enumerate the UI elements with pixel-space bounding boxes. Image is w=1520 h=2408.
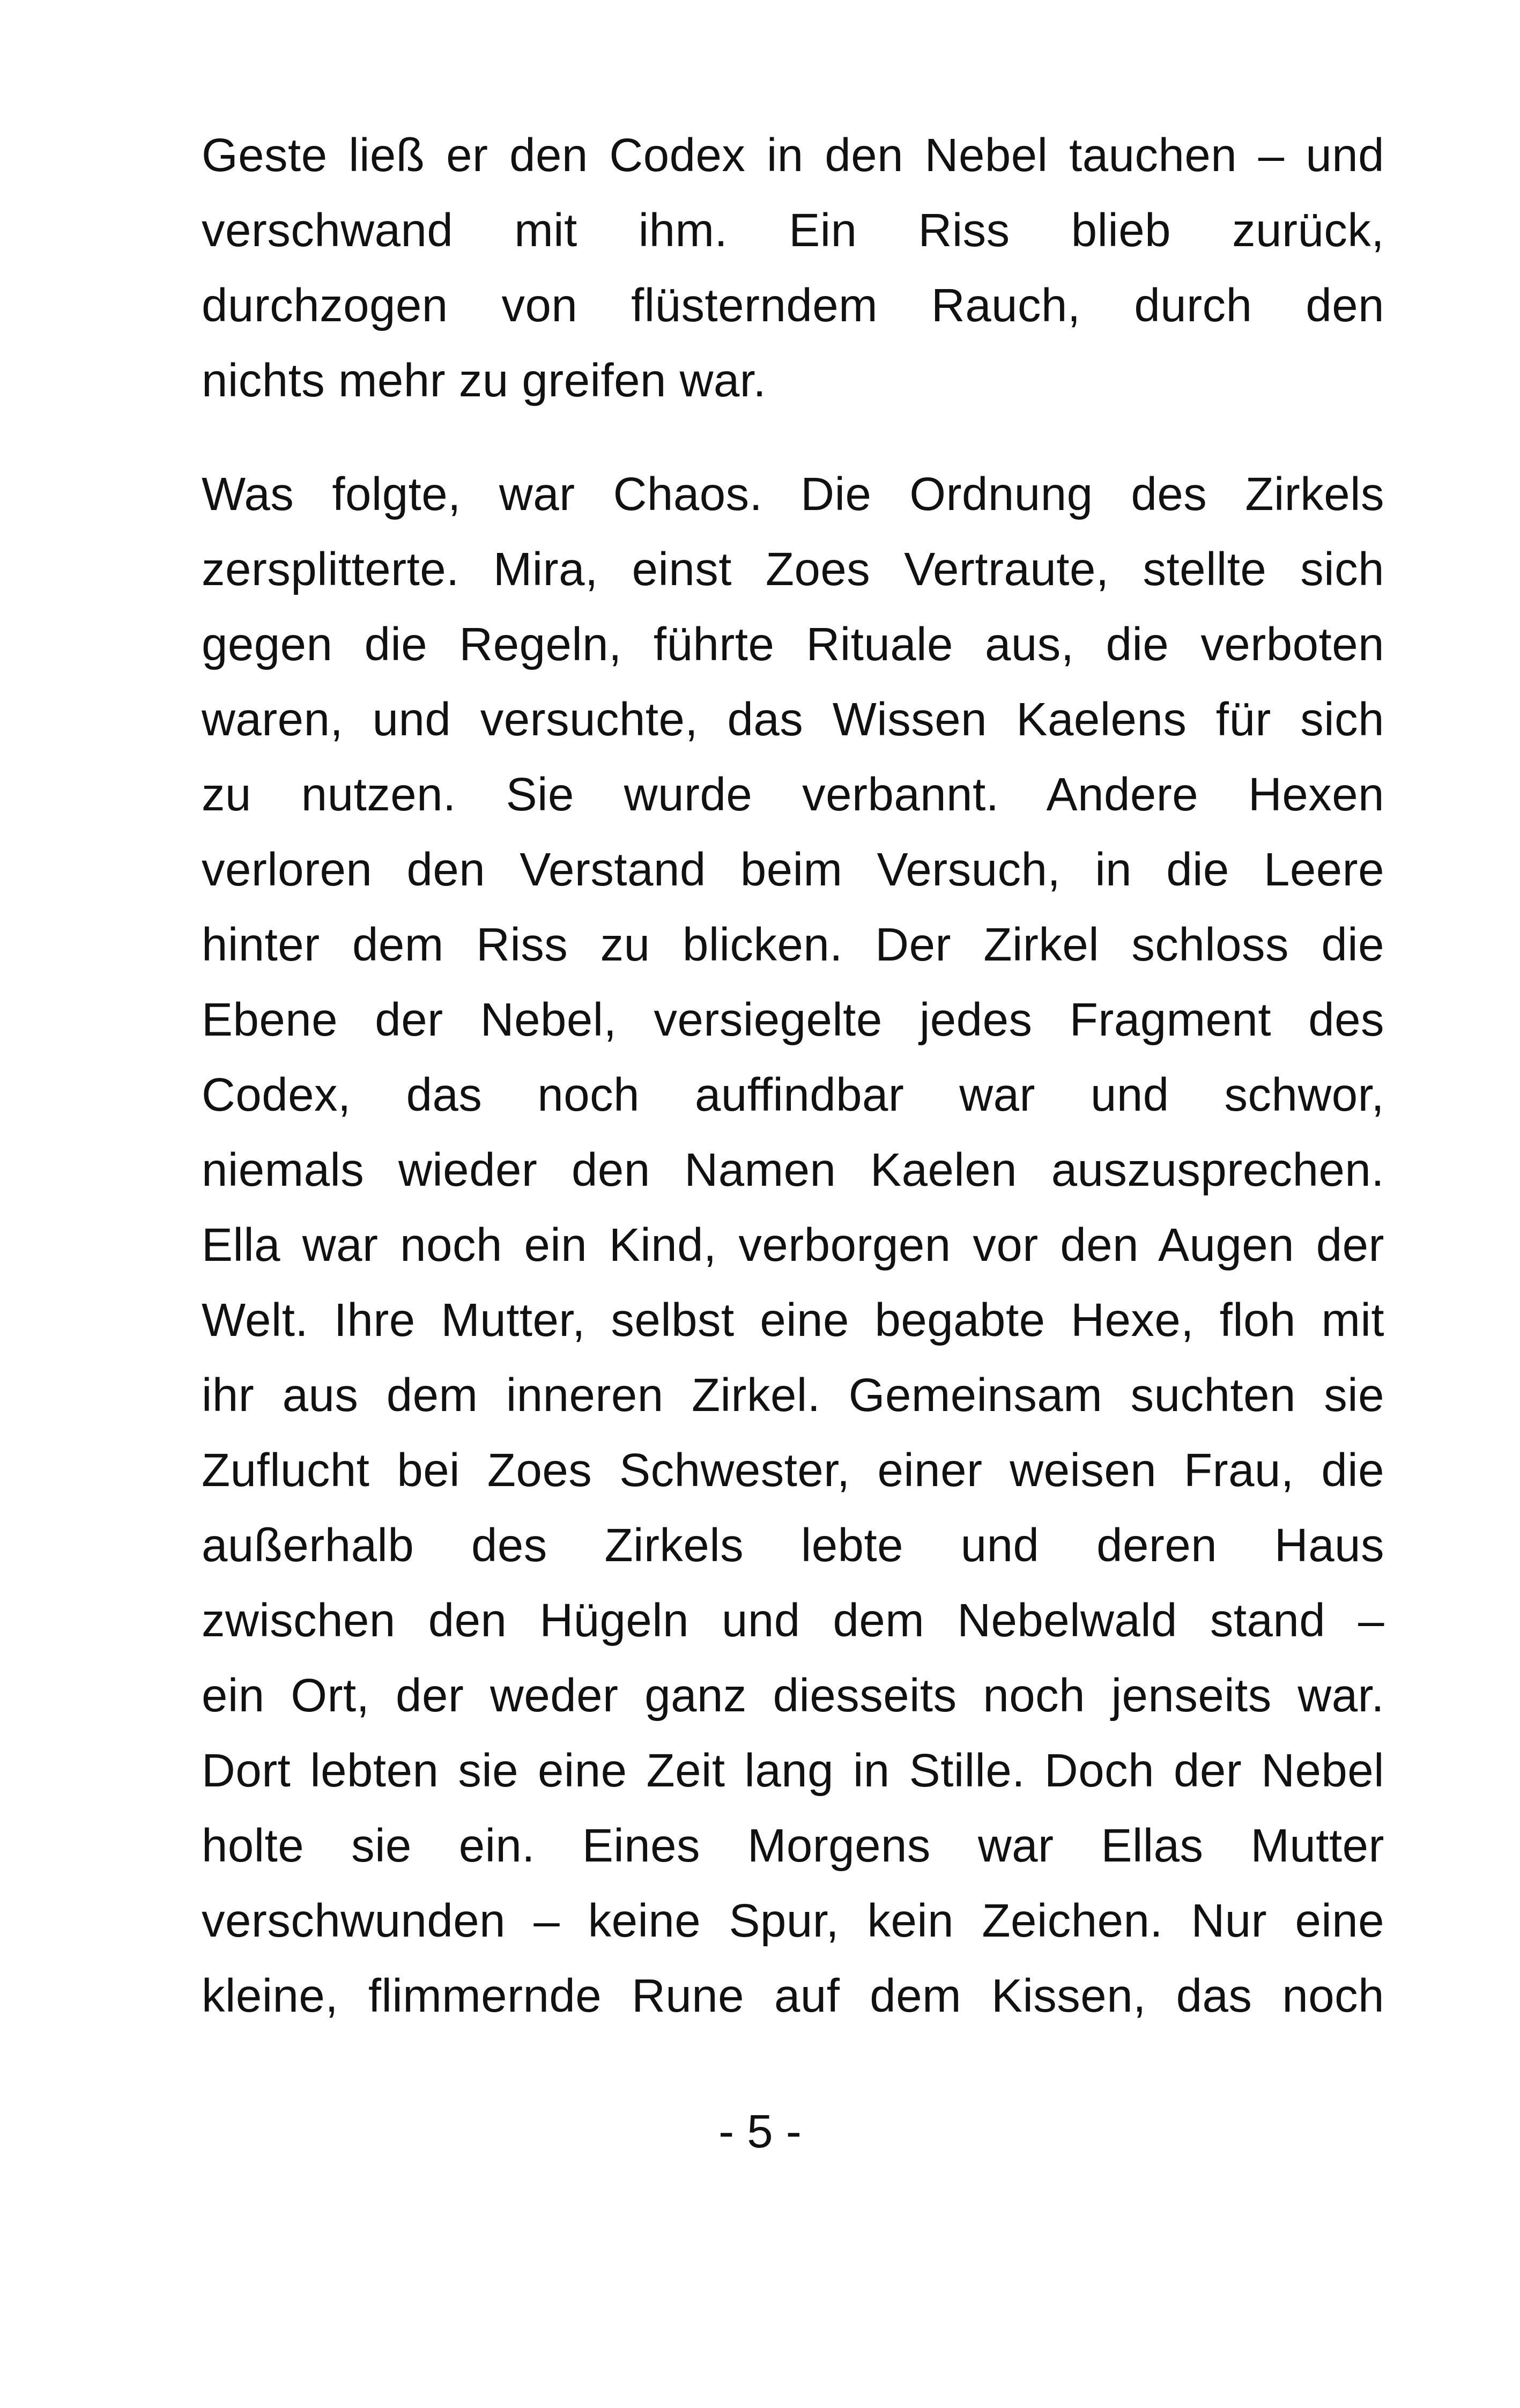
text-line: ihr aus dem inneren Zirkel. Gemeinsam suchten sie [202, 1369, 1384, 1421]
paragraph-1 [202, 118, 1384, 418]
text-line: niemals wieder den Namen Kaelen auszusprechen. [202, 1144, 1384, 1196]
text-line: verloren den Verstand beim Versuch, in die Leere [202, 844, 1384, 896]
page-number: - 5 - [718, 2106, 802, 2158]
text-line: Ella war noch ein Kind, verborgen vor den Augen der [202, 1219, 1384, 1271]
text-line: ein Ort, der weder ganz diesseits noch jenseits war. [202, 1670, 1384, 1722]
text-line: gegen die Regeln, führte Rituale aus, die verboten [202, 618, 1384, 670]
text-line: kleine, flimmernde Rune auf dem Kissen, das noch [202, 1970, 1384, 2022]
text-line: Welt. Ihre Mutter, selbst eine begabte Hexe, floh mit [202, 1294, 1384, 1346]
text-line: Dort lebten sie eine Zeit lang in Stille. Doch der Nebel [202, 1745, 1384, 1797]
text-line: hinter dem Riss zu blicken. Der Zirkel schloss die [202, 919, 1384, 971]
text-line: holte sie ein. Eines Morgens war Ellas Mutter [202, 1820, 1384, 1872]
text-line: Geste ließ er den Codex in den Nebel tauchen – und [202, 129, 1384, 181]
text-line: durchzogen von flüsterndem Rauch, durch den [202, 279, 1384, 331]
paragraph-2 [202, 457, 1384, 2034]
text-line: verschwand mit ihm. Ein Riss blieb zurück, [202, 204, 1384, 256]
text-line: Zuflucht bei Zoes Schwester, einer weisen Frau, die [202, 1444, 1384, 1496]
text-line: Ebene der Nebel, versiegelte jedes Fragment des [202, 994, 1384, 1046]
text-line: verschwunden – keine Spur, kein Zeichen. Nur eine [202, 1895, 1384, 1947]
text-line: außerhalb des Zirkels lebte und deren Haus [202, 1519, 1384, 1571]
text-line: zu nutzen. Sie wurde verbannt. Andere Hexen [202, 769, 1384, 821]
text-line: zwischen den Hügeln und dem Nebelwald stand – [202, 1594, 1384, 1646]
text-line: Codex, das noch auffindbar war und schwor, [202, 1069, 1384, 1121]
text-line: Was folgte, war Chaos. Die Ordnung des Zirkels [202, 468, 1384, 520]
text-line: waren, und versuchte, das Wissen Kaelens für sich [202, 693, 1384, 745]
text-line: zersplitterte. Mira, einst Zoes Vertraute, stellte sich [202, 543, 1384, 595]
text-line: nichts mehr zu greifen war. [202, 354, 767, 407]
